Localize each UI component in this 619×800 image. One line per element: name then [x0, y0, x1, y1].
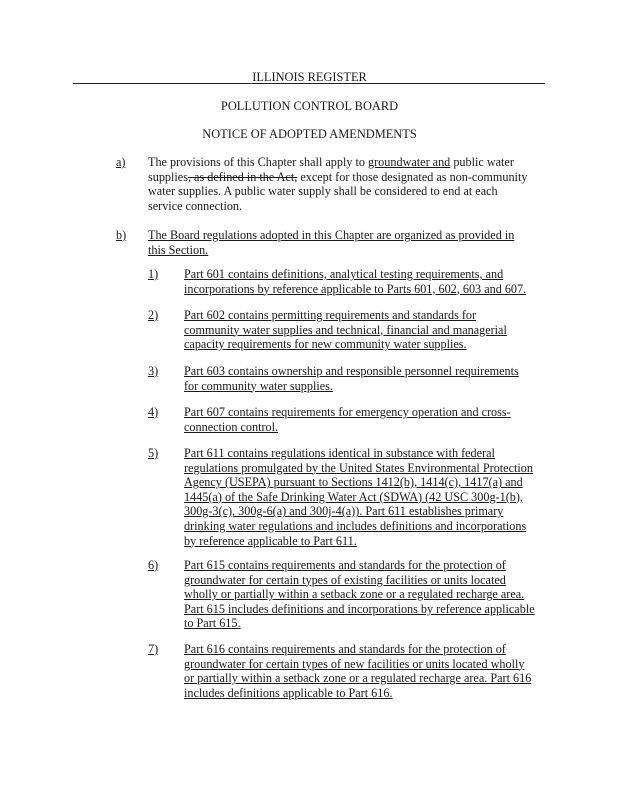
section-a-text-3: except for those designated as non-community water supplies. A public water supply shall be considered to end at each service connection. [148, 169, 528, 213]
header-divider [73, 83, 545, 84]
item-text: Part 602 contains permitting requirements and standards for community water supplies and technical, financial and managerial capacity requirements for new community water supplies. [184, 308, 507, 352]
item-label: 4) [148, 405, 159, 419]
item-label: 5) [148, 446, 159, 460]
section-b-text: The Board regulations adopted in this Chapter are organized as provided in this Section. [148, 228, 515, 257]
register-title: ILLINOIS REGISTER [252, 70, 367, 84]
section-a-label: a) [116, 155, 126, 169]
section-a-text-2: public water supplies [148, 155, 514, 184]
item-label: 2) [148, 308, 159, 322]
item-label: 6) [148, 558, 159, 572]
board-name: POLLUTION CONTROL BOARD [220, 99, 399, 113]
item-text: Part 607 contains requirements for emergency operation and cross-connection control. [184, 405, 511, 434]
item-text: Part 603 contains ownership and responsible personnel requirements for community water supplies. [184, 364, 519, 393]
item-text: Part 616 contains requirements and standards for the protection of groundwater for certain types of new facilities or units located wholly or partially within a setback zone or a regulated recharge area. Part 616 includes definitions applicable to Part 616. [184, 642, 532, 700]
item-label: 7) [148, 642, 159, 656]
section-a-inserted-text: groundwater and [368, 155, 451, 169]
section-a-deleted-text: , as defined in the Act, [187, 169, 298, 184]
item-text: Part 601 contains definitions, analytical testing requirements, and incorporations by reference applicable to Parts 601, 602, 603 and 607. [184, 267, 527, 296]
notice-title: NOTICE OF ADOPTED AMENDMENTS [202, 127, 417, 141]
section-a-text-1: The provisions of this Chapter shall apply to [148, 155, 369, 169]
item-text: Part 615 contains requirements and standards for the protection of groundwater for certain types of existing facilities or units located wholly or partially within a setback zone or a regulated recharge area. Part 615 includes definitions and incorporations by reference applicable to Part 615. [184, 558, 535, 631]
item-label: 3) [148, 364, 159, 378]
item-label: 1) [148, 267, 159, 281]
item-text: Part 611 contains regulations identical in substance with federal regulations promulgated by the United States Environmental Protection Agency (USEPA) pursuant to Sections 1412(b), 1414(c), 1417(a) and 1445(a) of the Safe Drinking Water Act (SDWA) (42 USC 300g-1(b), 300g-3(c), 300g-6(a) and 300j-4(a)). Part 611 establishes primary drinking water regulations and includes definitions and incorporations by reference applicable to Part 611. [184, 446, 533, 548]
section-a-text [148, 155, 532, 213]
section-b-label: b) [116, 228, 127, 242]
